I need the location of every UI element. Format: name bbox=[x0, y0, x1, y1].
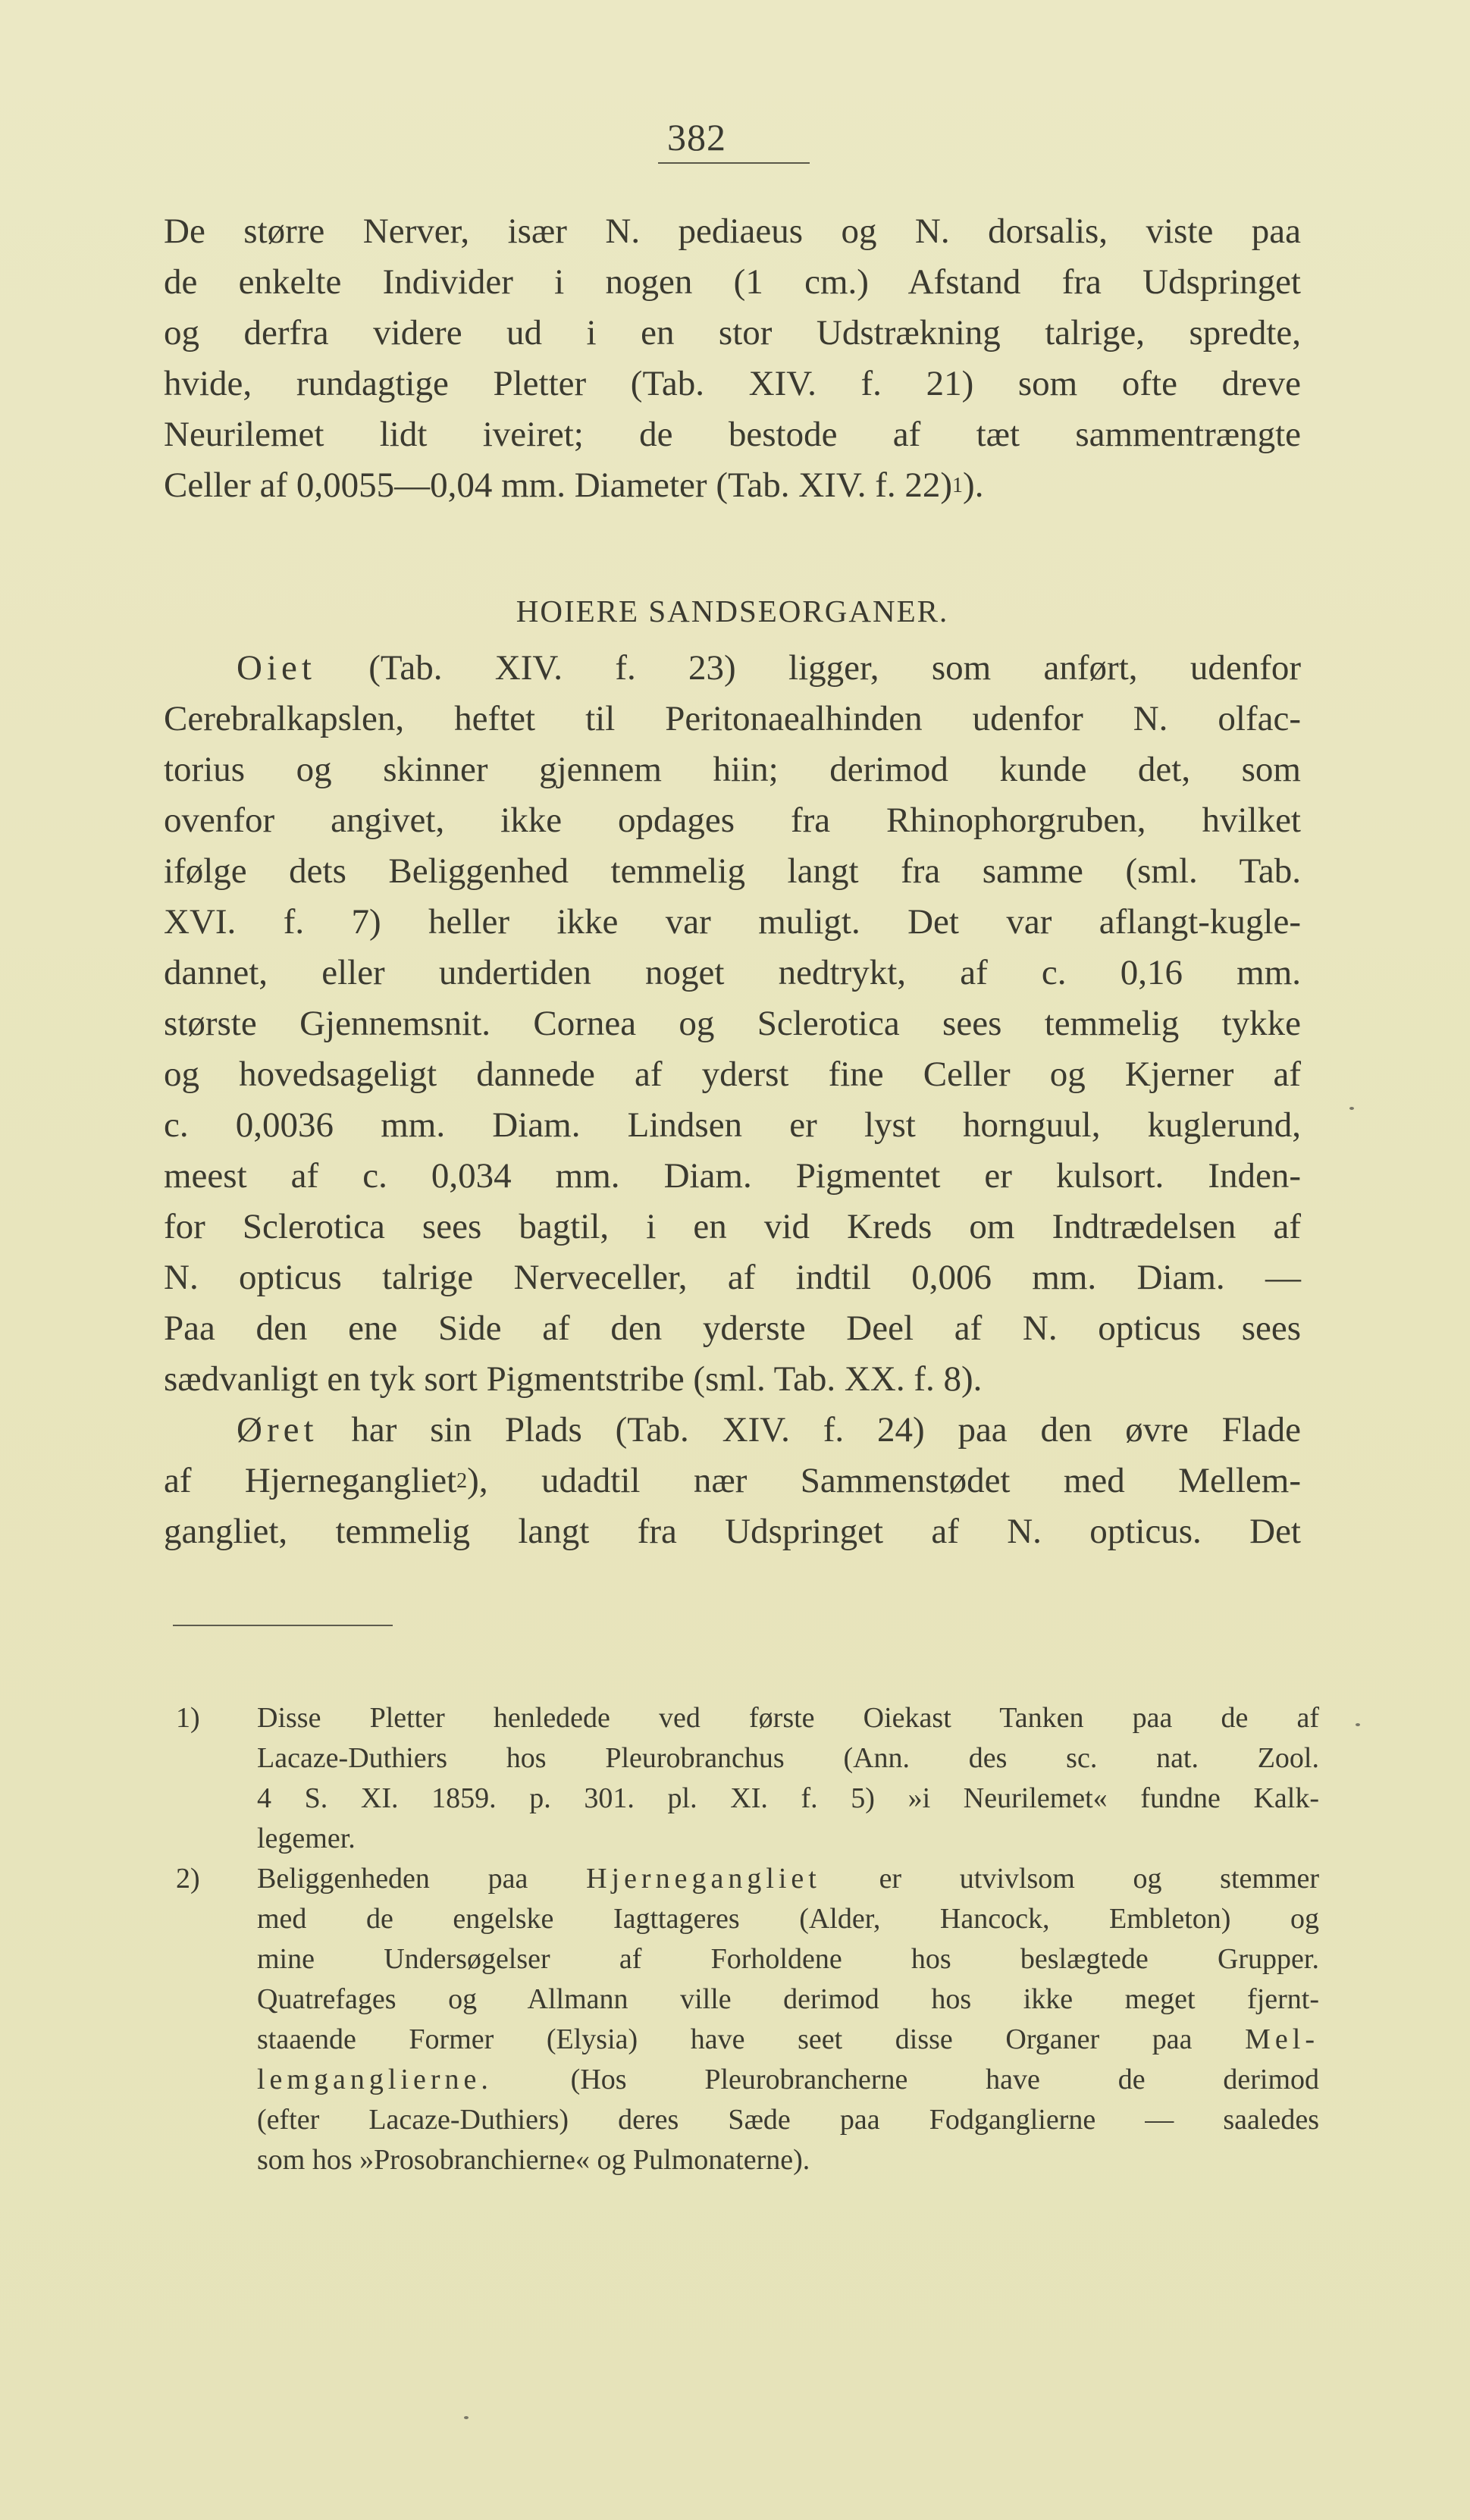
page-number: 382 bbox=[667, 116, 726, 158]
text-line: hvide, rundagtige Pletter (Tab. XIV. f. 21) som ofte dreve bbox=[164, 364, 1301, 403]
footnote-line: Quatrefages og Allmann ville derimod hos ikke meget fjernt- bbox=[257, 1983, 1319, 2015]
text-line: XVI. f. 7) heller ikke var muligt. Det var aflangt-kugle- bbox=[164, 902, 1301, 942]
text-line: Paa den ene Side af den yderste Deel af N. opticus sees bbox=[164, 1309, 1301, 1348]
footnote-line: 4 S. XI. 1859. p. 301. pl. XI. f. 5) »i Neurilemet« fundne Kalk- bbox=[257, 1782, 1319, 1814]
footnote-1-marker: 1) bbox=[176, 1702, 200, 1734]
text-line bbox=[164, 1456, 1301, 1506]
text-line: og hovedsageligt dannede af yderst fine Celler og Kjerner af bbox=[164, 1055, 1301, 1094]
page-number-rule bbox=[658, 162, 810, 164]
paragraph-ear bbox=[164, 1405, 1301, 1557]
footnote-ref-2: 2 bbox=[456, 1469, 468, 1493]
paragraph-eye bbox=[164, 643, 1301, 1405]
text-segment: af Hjernegangliet bbox=[164, 1461, 457, 1500]
paper-speck bbox=[1356, 1723, 1360, 1726]
text-segment: staaende Former (Elysia) have seet disse Organer paa bbox=[257, 2023, 1193, 2055]
paper-speck bbox=[464, 2416, 469, 2419]
text-line: torius og skinner gjennem hiin; derimod kunde det, som bbox=[164, 750, 1301, 789]
text-line: De større Nerver, især N. pediaeus og N. dorsalis, viste paa bbox=[164, 212, 1301, 251]
text-line: og derfra videre ud i en stor Udstrækning talrige, spredte, bbox=[164, 313, 1301, 353]
text-line: Cerebralkapslen, heftet til Peritonaealhinden udenfor N. olfac- bbox=[164, 699, 1301, 738]
text-line: Neurilemet lidt iveiret; de bestode af tæt sammentrængte bbox=[164, 415, 1301, 454]
text-segment: Beliggenheden paa bbox=[257, 1863, 528, 1895]
footnote-line bbox=[176, 1859, 1319, 1899]
footnote-line: (efter Lacaze-Duthiers) deres Sæde paa Fodganglierne — saaledes bbox=[257, 2104, 1319, 2136]
text-segment: har sin Plads (Tab. XIV. f. 24) paa den øvre Flade bbox=[351, 1410, 1301, 1450]
footnote-rule bbox=[173, 1625, 393, 1626]
text-segment: (Hos Pleurobrancherne have de derimod bbox=[570, 2064, 1320, 2095]
text-line: dannet, eller undertiden noget nedtrykt, af c. 0,16 mm. bbox=[164, 953, 1301, 992]
footnote-line: mine Undersøgelser af Forholdene hos beslægtede Grupper. bbox=[257, 1943, 1319, 1975]
text-line: de enkelte Individer i nogen (1 cm.) Afstand fra Udspringet bbox=[164, 262, 1301, 302]
text-segment: ). bbox=[963, 465, 984, 505]
text-line: meest af c. 0,034 mm. Diam. Pigmentet er kulsort. Inden- bbox=[164, 1156, 1301, 1196]
paper-speck bbox=[1349, 1107, 1354, 1110]
footnote-line bbox=[176, 2020, 1319, 2060]
text-line: ifølge dets Beliggenhed temmelig langt fra samme (sml. Tab. bbox=[164, 851, 1301, 891]
footnote-line bbox=[176, 2060, 1319, 2100]
text-segment-spaced: Hjernegangliet bbox=[586, 1863, 821, 1895]
text-segment: (Tab. XIV. f. 23) ligger, som anført, udenfor bbox=[368, 648, 1301, 688]
footnote-line bbox=[176, 1698, 1319, 1738]
text-line: c. 0,0036 mm. Diam. Lindsen er lyst hornguul, kuglerund, bbox=[164, 1105, 1301, 1145]
section-heading: HOIERE SANDSEORGANER. bbox=[516, 594, 949, 628]
text-line bbox=[164, 460, 1301, 511]
text-segment: ), udadtil nær Sammenstødet med Mellem- bbox=[467, 1461, 1301, 1500]
footnote-line: med de engelske Iagttageres (Alder, Hancock, Embleton) og bbox=[257, 1903, 1319, 1935]
lead-word: Øret bbox=[237, 1410, 318, 1450]
text-segment: er utvivlsom og stemmer bbox=[879, 1863, 1320, 1895]
text-segment: Disse Pletter henledede ved første Oiekast Tanken paa de af bbox=[257, 1702, 1319, 1734]
text-line: gangliet, temmelig langt fra Udspringet af N. opticus. Det bbox=[164, 1512, 1301, 1551]
footnote-line: legemer. bbox=[257, 1823, 356, 1854]
text-line: ovenfor angivet, ikke opdages fra Rhinophorgruben, hvilket bbox=[164, 801, 1301, 840]
text-segment-spaced: lemganglierne. bbox=[257, 2064, 493, 2095]
footnote-ref-1: 1 bbox=[952, 474, 964, 497]
text-line: største Gjennemsnit. Cornea og Sclerotica sees temmelig tykke bbox=[164, 1004, 1301, 1043]
paragraph-nerves bbox=[164, 206, 1301, 511]
text-line: sædvanligt en tyk sort Pigmentstribe (sml. Tab. XX. f. 8). bbox=[164, 1359, 983, 1399]
text-line: N. opticus talrige Nerveceller, af indtil 0,006 mm. Diam. — bbox=[164, 1258, 1301, 1297]
footnote-2-marker: 2) bbox=[176, 1863, 200, 1895]
footnote-line: Lacaze-Duthiers hos Pleurobranchus (Ann. des sc. nat. Zool. bbox=[257, 1742, 1319, 1774]
lead-word: Oiet bbox=[237, 648, 316, 688]
text-segment-spaced: Mel- bbox=[1245, 2023, 1320, 2055]
footnote-line: som hos »Prosobranchierne« og Pulmonaterne). bbox=[257, 2144, 810, 2176]
text-line bbox=[164, 1405, 1301, 1456]
footnotes bbox=[176, 1698, 1319, 2180]
text-line bbox=[164, 643, 1301, 694]
text-line: for Sclerotica sees bagtil, i en vid Kreds om Indtrædelsen af bbox=[164, 1207, 1301, 1246]
text-segment: Celler af 0,0055—0,04 mm. Diameter (Tab. XIV. f. 22) bbox=[164, 465, 953, 505]
